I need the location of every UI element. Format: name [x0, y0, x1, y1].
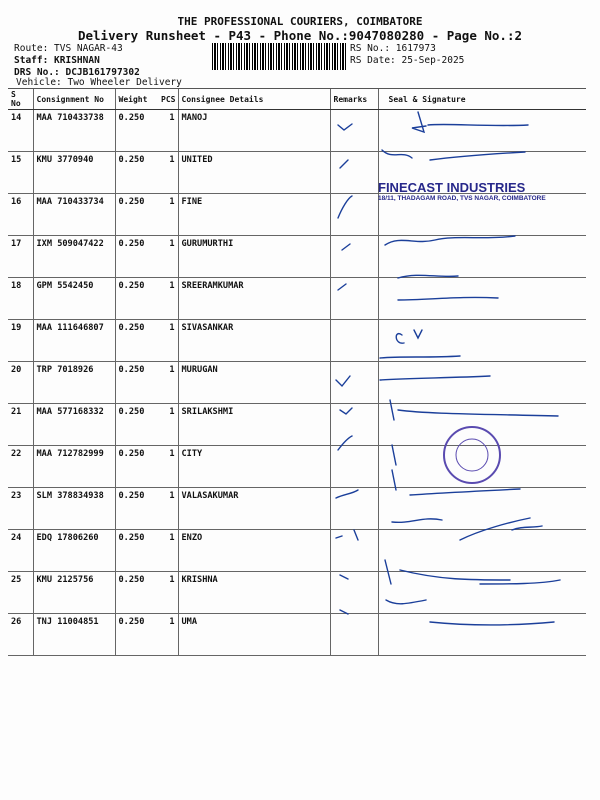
table-row [8, 404, 586, 446]
table-row [8, 110, 586, 152]
remarks-cell [330, 194, 378, 236]
consignee-name: UMA [178, 614, 330, 656]
route: Route: TVS NAGAR-43 [14, 43, 123, 54]
remarks-cell [330, 446, 378, 488]
remarks-cell [330, 320, 378, 362]
stamp-name: FINECAST INDUSTRIES [378, 180, 526, 195]
row-sno: 21 [8, 404, 33, 446]
col-signature: Seal & Signature [378, 89, 586, 110]
consignment-no: KMU 3770940 [33, 152, 115, 194]
signature-cell [378, 110, 586, 152]
weight: 0.250 [115, 110, 161, 152]
remarks-cell [330, 488, 378, 530]
remarks-cell [330, 614, 378, 656]
company-stamp [378, 180, 558, 202]
row-sno: 14 [8, 110, 33, 152]
consignee-name: KRISHNA [178, 572, 330, 614]
row-sno: 23 [8, 488, 33, 530]
remarks-cell [330, 152, 378, 194]
stamp-address: 18/11, THADAGAM ROAD, TVS NAGAR, COIMBATORE [378, 195, 546, 202]
table-row [8, 236, 586, 278]
consignee-name: ENZO [178, 530, 330, 572]
weight: 0.250 [115, 572, 161, 614]
consignment-no: TRP 7018926 [33, 362, 115, 404]
row-sno: 24 [8, 530, 33, 572]
consignment-no: MAA 710433738 [33, 110, 115, 152]
row-sno: 19 [8, 320, 33, 362]
table-row [8, 530, 586, 572]
runsheet-subtitle: Delivery Runsheet - P43 - Phone No.:9047080280 - Page No.:2 [77, 28, 522, 43]
consignee-name: SRILAKSHMI [178, 404, 330, 446]
remarks-cell [330, 278, 378, 320]
company-title: THE PROFESSIONAL COURIERS, COIMBATORE [177, 15, 423, 28]
pcs: 1 [161, 152, 178, 194]
consignment-no: SLM 378834938 [33, 488, 115, 530]
consignment-no: MAA 111646807 [33, 320, 115, 362]
consignee-name: UNITED [178, 152, 330, 194]
signature-cell [378, 488, 586, 530]
consignment-no: MAA 712782999 [33, 446, 115, 488]
weight: 0.250 [115, 320, 161, 362]
row-sno: 20 [8, 362, 33, 404]
consignment-no: IXM 509047422 [33, 236, 115, 278]
col-consignee: Consignee Details [178, 89, 330, 110]
row-sno: 15 [8, 152, 33, 194]
signature-cell [378, 446, 586, 488]
remarks-cell [330, 530, 378, 572]
pcs: 1 [161, 278, 178, 320]
weight: 0.250 [115, 194, 161, 236]
table-row [8, 446, 586, 488]
signature-cell [378, 572, 586, 614]
pcs: 1 [161, 488, 178, 530]
weight: 0.250 [115, 614, 161, 656]
weight: 0.250 [115, 278, 161, 320]
runsheet-table [8, 88, 586, 656]
remarks-cell [330, 572, 378, 614]
col-consignment: Consignment No [33, 89, 115, 110]
row-sno: 16 [8, 194, 33, 236]
pcs: 1 [161, 614, 178, 656]
signature-cell [378, 404, 586, 446]
row-sno: 26 [8, 614, 33, 656]
row-sno: 22 [8, 446, 33, 488]
signature-cell [378, 362, 586, 404]
pcs: 1 [161, 404, 178, 446]
pcs: 1 [161, 194, 178, 236]
col-remarks: Remarks [330, 89, 378, 110]
pcs: 1 [161, 530, 178, 572]
weight: 0.250 [115, 488, 161, 530]
col-weight: Weight [115, 89, 161, 110]
signature-cell [378, 236, 586, 278]
weight: 0.250 [115, 152, 161, 194]
pcs: 1 [161, 362, 178, 404]
consignment-no: EDQ 17806260 [33, 530, 115, 572]
consignment-no: MAA 577168332 [33, 404, 115, 446]
signature-cell [378, 530, 586, 572]
col-sno: S No [8, 89, 33, 110]
consignee-name: VALASAKUMAR [178, 488, 330, 530]
drs-number: DRS No.: DCJB161797302 [14, 67, 140, 78]
remarks-cell [330, 362, 378, 404]
remarks-cell [330, 404, 378, 446]
rs-date: RS Date: 25-Sep-2025 [350, 55, 465, 66]
row-sno: 25 [8, 572, 33, 614]
weight: 0.250 [115, 404, 161, 446]
consignee-name: CITY [178, 446, 330, 488]
signature-cell [378, 278, 586, 320]
consignment-no: MAA 710433734 [33, 194, 115, 236]
row-sno: 17 [8, 236, 33, 278]
consignment-no: TNJ 11004851 [33, 614, 115, 656]
consignee-name: GURUMURTHI [178, 236, 330, 278]
consignment-no: GPM 5542450 [33, 278, 115, 320]
vehicle: Vehicle: Two Wheeler Delivery [16, 77, 182, 88]
consignee-name: SIVASANKAR [178, 320, 330, 362]
barcode [212, 43, 346, 70]
col-pcs: PCS [161, 89, 178, 110]
pcs: 1 [161, 320, 178, 362]
staff: Staff: KRISHNAN [14, 55, 100, 66]
consignee-name: SREERAMKUMAR [178, 278, 330, 320]
row-sno: 18 [8, 278, 33, 320]
table-row [8, 278, 586, 320]
weight: 0.250 [115, 236, 161, 278]
consignee-name: FINE [178, 194, 330, 236]
table-row [8, 572, 586, 614]
table-row [8, 614, 586, 656]
rs-number: RS No.: 1617973 [350, 43, 436, 54]
table-row [8, 362, 586, 404]
weight: 0.250 [115, 530, 161, 572]
weight: 0.250 [115, 362, 161, 404]
table-header [8, 89, 586, 110]
pcs: 1 [161, 110, 178, 152]
signature-cell [378, 614, 586, 656]
remarks-cell [330, 110, 378, 152]
consignee-name: MURUGAN [178, 362, 330, 404]
pcs: 1 [161, 572, 178, 614]
weight: 0.250 [115, 446, 161, 488]
table-row [8, 488, 586, 530]
remarks-cell [330, 236, 378, 278]
signature-cell [378, 320, 586, 362]
consignment-no: KMU 2125756 [33, 572, 115, 614]
pcs: 1 [161, 236, 178, 278]
consignee-name: MANOJ [178, 110, 330, 152]
pcs: 1 [161, 446, 178, 488]
table-row [8, 320, 586, 362]
